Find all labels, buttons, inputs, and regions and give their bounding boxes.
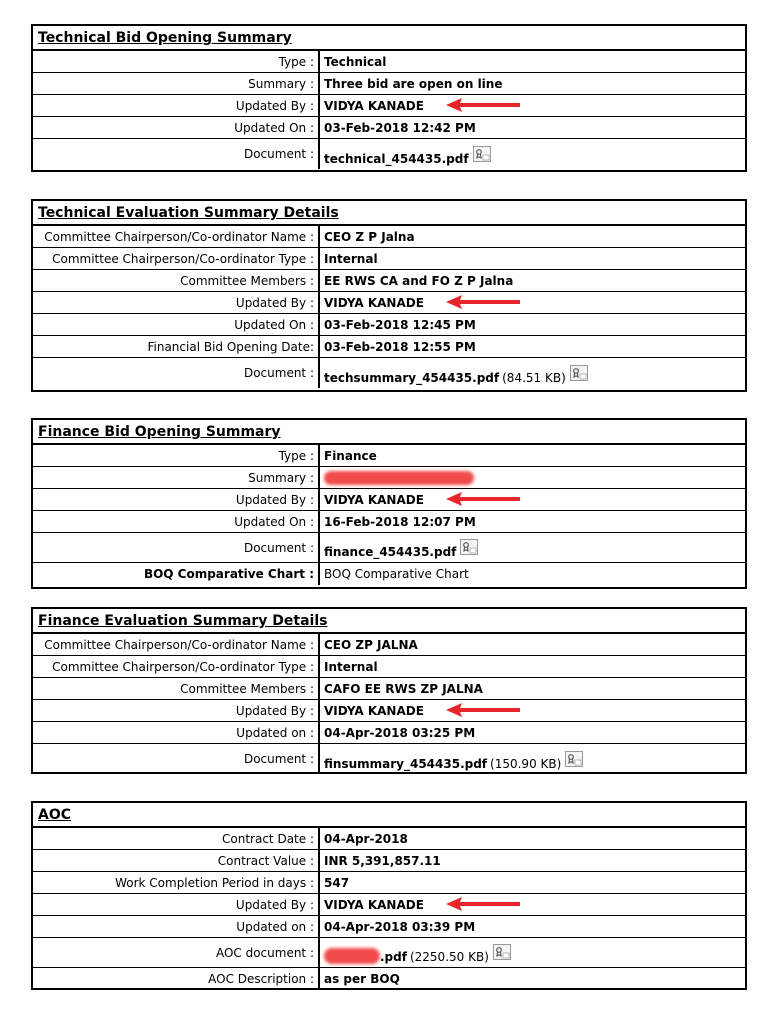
section-title: Technical Bid Opening Summary — [33, 26, 745, 51]
updated-by-value: VIDYA KANADE — [324, 703, 424, 718]
updated-by-label: Updated By : — [235, 295, 314, 310]
table-row — [33, 226, 745, 248]
updated-on-value: 16-Feb-2018 12:07 PM — [318, 511, 745, 532]
updated-by-value: VIDYA KANADE — [324, 98, 424, 113]
table-row — [33, 634, 745, 656]
document-cell — [318, 938, 745, 967]
updated-on-value: 04-Apr-2018 03:39 PM — [318, 916, 745, 937]
table-row — [33, 139, 745, 169]
document-size: (2250.50 KB) — [409, 950, 489, 964]
updated-by-cell — [318, 700, 745, 721]
document-icon[interactable] — [493, 944, 511, 960]
members-value: EE RWS CA and FO Z P Jalna — [318, 270, 745, 291]
summary-value: Three bid are open on line — [318, 73, 745, 94]
table-row — [33, 292, 745, 314]
fin-open-date-label: Financial Bid Opening Date: — [147, 339, 314, 354]
aoc-description-label: AOC Description : — [208, 972, 314, 986]
aoc-section — [31, 801, 747, 990]
document-label: Document : — [243, 752, 314, 766]
table-row — [33, 744, 745, 774]
type-value: Technical — [318, 51, 745, 72]
updated-on-value: 04-Apr-2018 03:25 PM — [318, 722, 745, 743]
table-row — [33, 314, 745, 336]
summary-label: Summary : — [248, 470, 314, 485]
contract-value-value: INR 5,391,857.11 — [318, 850, 745, 871]
document-cell — [318, 358, 745, 388]
section-title: AOC — [33, 803, 745, 828]
table-row — [33, 445, 745, 467]
updated-by-value: VIDYA KANADE — [324, 897, 424, 912]
members-label: Committee Members : — [180, 681, 314, 696]
contract-date-value: 04-Apr-2018 — [318, 828, 745, 849]
document-cell — [318, 139, 745, 169]
updated-by-cell — [318, 95, 745, 116]
section-title: Finance Evaluation Summary Details — [33, 609, 745, 634]
finance-bid-opening-summary — [31, 418, 747, 589]
updated-by-label: Updated By : — [235, 98, 314, 113]
updated-by-value: VIDYA KANADE — [324, 295, 424, 310]
type-value: Finance — [318, 445, 745, 466]
section-title: Finance Bid Opening Summary — [33, 420, 745, 445]
document-label: Document : — [243, 366, 314, 380]
completion-period-value: 547 — [318, 872, 745, 893]
updated-on-value: 03-Feb-2018 12:45 PM — [318, 314, 745, 335]
updated-by-cell — [318, 292, 745, 313]
table-row — [33, 336, 745, 358]
table-row — [33, 95, 745, 117]
updated-on-label: Updated On : — [234, 514, 314, 529]
section-title: Technical Evaluation Summary Details — [33, 201, 745, 226]
table-row — [33, 73, 745, 95]
members-value: CAFO EE RWS ZP JALNA — [318, 678, 745, 699]
table-row — [33, 938, 745, 968]
chair-type-value: Internal — [318, 248, 745, 269]
updated-by-cell — [318, 894, 745, 915]
chair-name-label: Committee Chairperson/Co-ordinator Name : — [44, 229, 314, 244]
updated-on-label: Updated on : — [236, 725, 314, 740]
document-cell — [318, 533, 745, 562]
type-label: Type : — [278, 448, 314, 463]
document-icon[interactable] — [565, 751, 583, 767]
type-label: Type : — [278, 54, 314, 69]
updated-by-label: Updated By : — [235, 703, 314, 718]
chair-name-value: CEO ZP JALNA — [318, 634, 745, 655]
aoc-description-value: as per BOQ — [318, 968, 745, 990]
table-row — [33, 358, 745, 388]
technical-bid-opening-summary — [31, 24, 747, 172]
aoc-document-label: AOC document : — [215, 945, 314, 960]
updated-by-cell — [318, 489, 745, 510]
chair-name-label: Committee Chairperson/Co-ordinator Name : — [44, 637, 314, 652]
red-arrow-icon — [446, 897, 520, 911]
members-label: Committee Members : — [180, 273, 314, 288]
updated-on-label: Updated on : — [236, 919, 314, 934]
red-arrow-icon — [446, 295, 520, 309]
table-row — [33, 467, 745, 489]
chair-type-label: Committee Chairperson/Co-ordinator Type : — [52, 659, 314, 674]
table-row — [33, 117, 745, 139]
updated-by-value: VIDYA KANADE — [324, 492, 424, 507]
table-row — [33, 489, 745, 511]
table-row — [33, 511, 745, 533]
table-row — [33, 828, 745, 850]
fin-open-date-value: 03-Feb-2018 12:55 PM — [318, 336, 745, 357]
redaction-mark — [324, 471, 474, 485]
table-row — [33, 563, 745, 585]
contract-value-label: Contract Value : — [217, 853, 314, 868]
red-arrow-icon — [446, 98, 520, 112]
document-label: Document : — [243, 540, 314, 555]
document-link[interactable]: techsummary_454435.pdf — [324, 371, 500, 385]
updated-by-label: Updated By : — [235, 897, 314, 912]
boq-link[interactable]: BOQ Comparative Chart — [318, 563, 745, 585]
document-link[interactable]: .pdf — [380, 950, 407, 964]
summary-cell — [318, 467, 745, 488]
contract-date-label: Contract Date : — [222, 831, 314, 846]
document-link[interactable]: finsummary_454435.pdf — [324, 757, 488, 771]
updated-on-label: Updated On : — [234, 120, 314, 135]
document-link[interactable]: technical_454435.pdf — [324, 152, 469, 166]
document-icon[interactable] — [473, 146, 491, 162]
table-row — [33, 270, 745, 292]
chair-name-value: CEO Z P Jalna — [318, 226, 745, 247]
document-cell — [318, 744, 745, 774]
document-size: (84.51 KB) — [502, 371, 566, 385]
updated-on-label: Updated On : — [234, 317, 314, 332]
table-row — [33, 872, 745, 894]
table-row — [33, 533, 745, 563]
red-arrow-icon — [446, 492, 520, 506]
updated-on-value: 03-Feb-2018 12:42 PM — [318, 117, 745, 138]
summary-label: Summary : — [248, 76, 314, 91]
red-arrow-icon — [446, 703, 520, 717]
finance-evaluation-summary — [31, 607, 747, 774]
redaction-mark — [324, 948, 380, 964]
table-row — [33, 51, 745, 73]
chair-type-value: Internal — [318, 656, 745, 677]
table-row — [33, 968, 745, 990]
completion-period-label: Work Completion Period in days : — [115, 875, 314, 890]
table-row — [33, 916, 745, 938]
table-row — [33, 678, 745, 700]
document-label: Document : — [243, 147, 314, 161]
document-icon[interactable] — [460, 539, 478, 555]
document-link[interactable]: finance_454435.pdf — [324, 545, 457, 559]
table-row — [33, 700, 745, 722]
boq-label: BOQ Comparative Chart : — [143, 567, 314, 581]
table-row — [33, 850, 745, 872]
updated-by-label: Updated By : — [235, 492, 314, 507]
document-icon[interactable] — [570, 365, 588, 381]
table-row — [33, 722, 745, 744]
technical-evaluation-summary — [31, 199, 747, 392]
table-row — [33, 656, 745, 678]
table-row — [33, 248, 745, 270]
table-row — [33, 894, 745, 916]
chair-type-label: Committee Chairperson/Co-ordinator Type : — [52, 251, 314, 266]
document-size: (150.90 KB) — [490, 757, 562, 771]
